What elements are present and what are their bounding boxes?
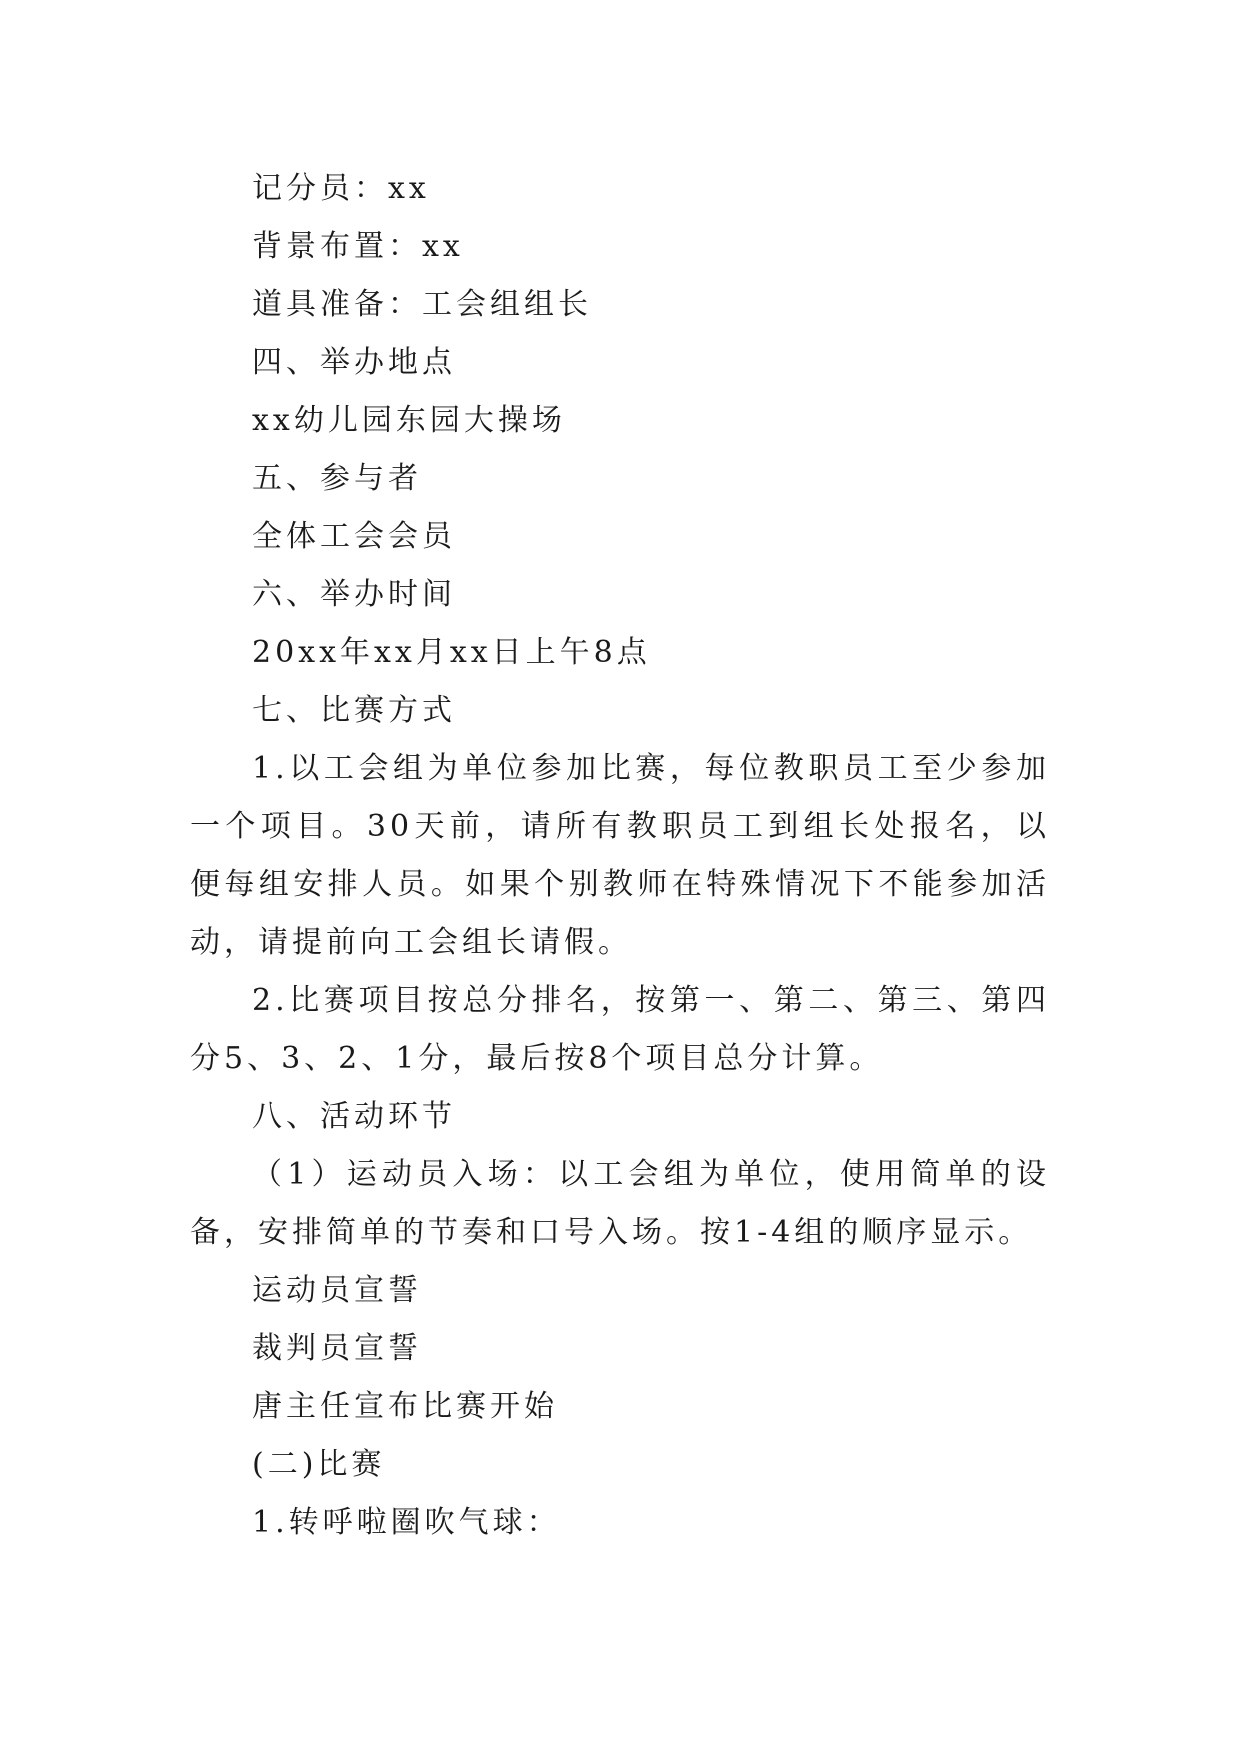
heading-time: 六、举办时间 (252, 577, 456, 612)
paragraph-venue: xx幼儿园东园大操场 (252, 403, 566, 438)
document-body (190, 160, 1050, 1552)
heading-venue: 四、举办地点 (252, 345, 456, 380)
paragraph-participants: 全体工会会员 (252, 519, 456, 554)
paragraph-props: 道具准备：工会组组长 (252, 287, 592, 322)
paragraph-athlete-entry: （1）运动员入场：以工会组为单位，使用简单的设备，安排简单的节奏和口号入场。按1-4组的顺序显示。 (190, 1157, 1050, 1250)
paragraph-time: 20xx年xx月xx日上午8点 (252, 635, 651, 670)
heading-competition: (二)比赛 (252, 1447, 386, 1482)
heading-participants: 五、参与者 (252, 461, 422, 496)
paragraph-hula-hoop-event: 1.转呼啦圈吹气球： (252, 1505, 561, 1540)
paragraph-athlete-oath: 运动员宣誓 (252, 1273, 422, 1308)
paragraph-background: 背景布置：xx (252, 229, 464, 264)
heading-competition-format: 七、比赛方式 (252, 693, 456, 728)
paragraph-competition-start: 唐主任宣布比赛开始 (252, 1389, 558, 1424)
paragraph-scorekeeper: 记分员：xx (252, 171, 430, 206)
paragraph-format-rule-1: 1.以工会组为单位参加比赛，每位教职员工至少参加一个项目。30天前，请所有教职员工到组长处报名，以便每组安排人员。如果个别教师在特殊情况下不能参加活动，请提前向工会组长请假。 (190, 751, 1050, 960)
paragraph-format-rule-2: 2.比赛项目按总分排名，按第一、第二、第三、第四分5、3、2、1分，最后按8个项目总分计算。 (190, 983, 1050, 1076)
heading-activity-sections: 八、活动环节 (252, 1099, 456, 1134)
paragraph-referee-oath: 裁判员宣誓 (252, 1331, 422, 1366)
